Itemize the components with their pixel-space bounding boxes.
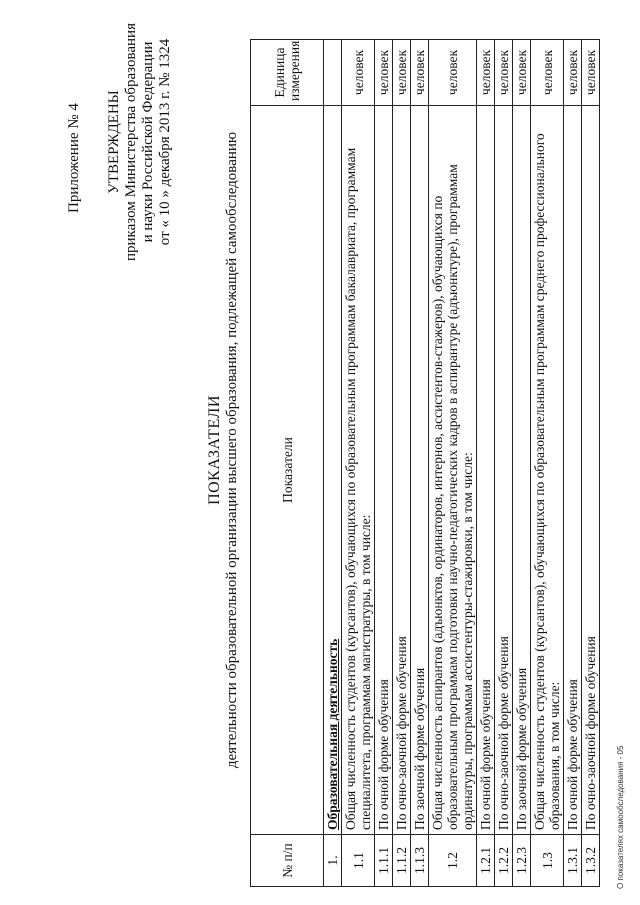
document-subtitle: деятельности образовательной организации высшего образования, подлежащей самообследованию — [224, 131, 240, 769]
unit-cell: человек — [564, 40, 582, 106]
row-number: 1.3.1 — [564, 835, 582, 887]
row-number: 1. — [324, 835, 342, 887]
unit-cell: человек — [531, 40, 564, 106]
row-number: 1.1.2 — [393, 835, 411, 887]
indicators-table — [250, 39, 600, 887]
row-number: 1.1.1 — [375, 835, 393, 887]
row-number: 1.2.2 — [495, 835, 513, 887]
unit-cell: человек — [477, 40, 495, 106]
footer-note: О показателях самообследования - 05 — [616, 745, 625, 889]
indicator-text: По очной форме обучения — [564, 106, 582, 835]
indicator-text: Общая численность студентов (курсантов), обучающихся по образовательным программам среднего профессионального образования, в том числе: — [531, 106, 564, 835]
table-header-row — [251, 40, 324, 887]
header-num: № п/п — [251, 835, 324, 887]
unit-cell: человек — [513, 40, 531, 106]
indicator-text: По заочной форме обучения — [411, 106, 429, 835]
table-row — [582, 40, 600, 887]
table-row — [429, 40, 477, 887]
document-title: ПОКАЗАТЕЛИ — [206, 395, 223, 505]
row-number: 1.1.3 — [411, 835, 429, 887]
indicator-text: По очно-заочной форме обучения — [582, 106, 600, 835]
table-row — [477, 40, 495, 887]
approval-line: от « 10 » декабря 2013 г. № 1324 — [157, 38, 173, 246]
header-indicator: Показатели — [251, 106, 324, 835]
section-heading: Образовательная деятельность — [324, 106, 342, 835]
indicator-text: По очно-заочной форме обучения — [495, 106, 513, 835]
approval-line: и науки Российской Федерации — [140, 41, 156, 243]
table-row — [531, 40, 564, 887]
indicator-text: По заочной форме обучения — [513, 106, 531, 835]
unit-cell: человек — [411, 40, 429, 106]
indicator-text: Общая численность студентов (курсантов), обучающихся по образовательным программам бакалавриата, программам специалитета, программам магистратуры, в том числе: — [342, 106, 375, 835]
unit-cell: человек — [393, 40, 411, 106]
appendix-label: Приложение № 4 — [66, 103, 82, 213]
indicator-text: По очной форме обучения — [375, 106, 393, 835]
indicator-text: По очной форме обучения — [477, 106, 495, 835]
table-row — [342, 40, 375, 887]
approval-line: УТВЕРЖДЕНЫ — [106, 90, 122, 194]
table-row — [513, 40, 531, 887]
unit-cell: человек — [375, 40, 393, 106]
unit-cell: человек — [582, 40, 600, 106]
table-row — [324, 40, 342, 887]
rotated-page — [10, 5, 630, 895]
approval-line: приказом Министерства образования — [123, 23, 139, 261]
table-row — [411, 40, 429, 887]
header-unit: Единица измерения — [251, 40, 324, 106]
table-row — [564, 40, 582, 887]
indicator-text: По очно-заочной форме обучения — [393, 106, 411, 835]
row-number: 1.3.2 — [582, 835, 600, 887]
row-number: 1.2.1 — [477, 835, 495, 887]
row-number: 1.2 — [429, 835, 477, 887]
table-row — [393, 40, 411, 887]
unit-cell — [324, 40, 342, 106]
table-row — [375, 40, 393, 887]
unit-cell: человек — [495, 40, 513, 106]
row-number: 1.2.3 — [513, 835, 531, 887]
table-row — [495, 40, 513, 887]
row-number: 1.3 — [531, 835, 564, 887]
approval-block — [106, 7, 174, 277]
unit-cell: человек — [342, 40, 375, 106]
row-number: 1.1 — [342, 835, 375, 887]
unit-cell: человек — [429, 40, 477, 106]
indicator-text: Общая численность аспирантов (адъюнктов, ординаторов, интернов, ассистентов-стажеров), обучающихся по образовательным программам подготовки научно-педагогических кадров в аспирантуре (адъюнктуре), программам ординатуры, программам ассистентуры-стажировки, в том числе: — [429, 106, 477, 835]
